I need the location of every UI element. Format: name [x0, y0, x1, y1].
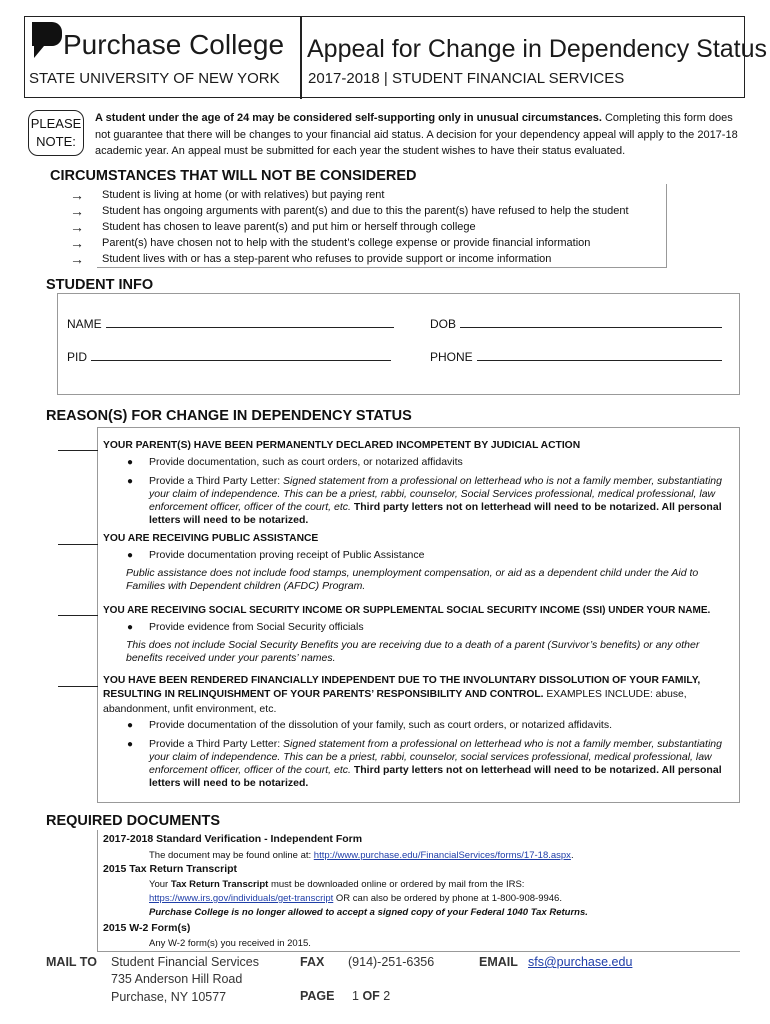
form-header: [24, 16, 768, 98]
purchase-logo-icon: [28, 20, 64, 63]
dob-label: DOB: [430, 317, 457, 331]
please-note-badge: [28, 110, 84, 156]
reason-4-bullet-2: [149, 738, 729, 790]
note-badge-line2: NOTE:: [36, 134, 76, 149]
note-badge-line1: PLEASE: [30, 116, 82, 131]
form-subtitle: 2017-2018 | STUDENT FINANCIAL SERVICES: [308, 70, 625, 87]
university-name: STATE UNIVERSITY OF NEW YORK: [29, 70, 280, 87]
circumstance-text: Student has chosen to leave parent(s) and put him or herself through college: [102, 221, 476, 233]
doc-1-end: .: [570, 850, 574, 861]
reason-4-heading-2-row: [103, 688, 733, 701]
doc-1-text-row: [149, 850, 574, 861]
doc-1-heading: 2017-2018 Standard Verification - Independent Form: [103, 833, 363, 845]
bullet-icon: ●: [127, 457, 134, 468]
address-line-1: Student Financial Services: [111, 955, 259, 969]
email-link[interactable]: sfs@purchase.edu: [528, 955, 633, 969]
name-line[interactable]: [106, 316, 394, 328]
doc-2-text-a: Your: [149, 879, 171, 890]
required-docs-heading: REQUIRED DOCUMENTS: [46, 813, 221, 829]
page-number: 1: [352, 989, 359, 1003]
page-of: OF: [362, 989, 380, 1003]
reason-2-note: Public assistance does not include food stamps, unemployment compensation, or aid as a dependent child under the Aid to Families with Dependent children (AFDC) Program.: [126, 567, 699, 592]
third-party-italic: Signed statement from a professional on letterhead who is not a family member, substantiating your claim of independence. This can be a priest, rabbi, counselor, social services professional, medical professional, law enforcement officer, officer of the court, etc.: [149, 738, 722, 776]
doc-2-text-b: Tax Return Transcript: [170, 879, 269, 890]
address-line-3: Purchase, NY 10577: [111, 990, 227, 1004]
reason-1-checkline[interactable]: [58, 450, 98, 451]
required-docs-box: [97, 830, 740, 952]
name-field[interactable]: [67, 316, 394, 331]
college-name: Purchase College: [63, 29, 285, 60]
reason-4-heading-2: RESULTING IN RELINQUISHMENT OF YOUR PARENTS’ RESPONSIBILITY AND CONTROL.: [103, 689, 544, 700]
note-bold-text: A student under the age of 24 may be considered self-supporting only in unusual circumstances.: [95, 112, 602, 124]
third-party-lead: Provide a Third Party Letter:: [149, 475, 284, 487]
reason-3-checkline[interactable]: [58, 615, 98, 616]
arrow-right-icon: →: [70, 187, 84, 203]
bullet-icon: ●: [127, 720, 134, 731]
student-info-box: [57, 293, 740, 395]
dob-field[interactable]: [430, 316, 722, 331]
doc-3-heading: 2015 W-2 Form(s): [103, 922, 191, 934]
arrow-right-icon: →: [70, 219, 84, 235]
student-info-heading: STUDENT INFO: [46, 277, 154, 293]
address-line-2: 735 Anderson Hill Road: [111, 972, 243, 986]
reason-2-checkline[interactable]: [58, 544, 98, 545]
page-indicator: [352, 989, 390, 1003]
reason-3-heading: YOU ARE RECEIVING SOCIAL SECURITY INCOME OR SUPPLEMENTAL SOCIAL SECURITY INCOME (SSI) UNDER YOUR NAME.: [103, 605, 711, 616]
reasons-heading: REASON(S) FOR CHANGE IN DEPENDENCY STATUS: [46, 408, 412, 424]
reason-2-heading: YOU ARE RECEIVING PUBLIC ASSISTANCE: [103, 533, 319, 544]
reason-4-heading-1: YOU HAVE BEEN RENDERED FINANCIALLY INDEPENDENT DUE TO THE INVOLUNTARY DISSOLUTION OF YOUR FAMILY,: [103, 675, 701, 686]
doc-2-text-2: OR can also be ordered by phone at 1-800-908-9946.: [333, 893, 562, 904]
reason-1-heading: YOUR PARENT(S) HAVE BEEN PERMANENTLY DECLARED INCOMPETENT BY JUDICIAL ACTION: [103, 440, 581, 451]
arrow-right-icon: →: [70, 251, 84, 267]
pid-field[interactable]: [67, 349, 391, 364]
phone-label: PHONE: [430, 350, 473, 364]
pid-line[interactable]: [91, 349, 391, 361]
third-party-bold: Third party letters not on letterhead will need to be notarized. All personal letters will need to be notarized.: [149, 501, 722, 526]
note-paragraph: [95, 110, 740, 160]
header-divider: [300, 17, 302, 99]
fax-number: (914)-251-6356: [348, 955, 435, 969]
circumstance-text: Student has ongoing arguments with parent(s) and due to this the parent(s) have refused to help the student: [102, 205, 629, 217]
doc-3-text: Any W-2 form(s) you received in 2015.: [149, 938, 311, 949]
pid-label: PID: [67, 350, 88, 364]
reason-4-bullet-1: Provide documentation of the dissolution of your family, such as court orders, or notarized affidavits.: [149, 719, 613, 731]
verification-form-link[interactable]: http://www.purchase.edu/FinancialServices/forms/17-18.aspx: [313, 850, 571, 861]
circumstances-heading: CIRCUMSTANCES THAT WILL NOT BE CONSIDERED: [50, 168, 417, 184]
third-party-lead: Provide a Third Party Letter:: [149, 738, 284, 750]
doc-1-text: The document may be found online at:: [149, 850, 314, 861]
reason-1-bullet-1: Provide documentation, such as court orders, or notarized affidavits: [149, 456, 463, 468]
reason-4-checkline[interactable]: [58, 686, 98, 687]
irs-transcript-link[interactable]: https://www.irs.gov/individuals/get-transcript: [149, 893, 334, 904]
dob-line[interactable]: [460, 316, 722, 328]
doc-2-text-3: Purchase College is no longer allowed to accept a signed copy of your Federal 1040 Tax Returns.: [149, 907, 588, 918]
email-label: EMAIL: [479, 955, 518, 969]
reason-3-note: This does not include Social Security Benefits you are receiving due to a death of a parent (Survivor’s benefits) or any other benefits received under your parents’ names.: [126, 639, 700, 664]
reason-4-examples-2: abandonment, unfit environment, etc.: [103, 703, 277, 715]
note-body-text: Completing this form does not guarantee that there will be changes to your financial aid status. A decision for your dependency appeal will apply to the 2017-18 academic year. An appeal must be submitted for each year the student wishes to have their status evaluated.: [95, 112, 738, 157]
arrow-right-icon: →: [70, 235, 84, 251]
third-party-italic: Signed statement from a professional on letterhead who is not a family member, substantiating your claim of independence. This can be a priest, rabbi, counselor, Social Services professional, medical professional, law enforcement officer, officer of the court, etc.: [149, 475, 722, 513]
bullet-icon: ●: [127, 739, 134, 750]
form-title: Appeal for Change in Dependency Status: [307, 35, 768, 63]
doc-2-text-c: must be downloaded online or ordered by mail from the IRS:: [268, 879, 525, 890]
doc-2-heading: 2015 Tax Return Transcript: [103, 863, 238, 875]
doc-2-text-row-1: [149, 879, 524, 890]
reason-3-bullet-1: Provide evidence from Social Security officials: [149, 621, 364, 633]
doc-2-text-row-2: [149, 893, 562, 904]
phone-field[interactable]: [430, 349, 722, 364]
reason-1-bullet-2: [149, 475, 729, 527]
circumstance-text: Parent(s) have chosen not to help with the student’s college expense or provide financial information: [102, 237, 591, 249]
reason-4-examples: EXAMPLES INCLUDE: abuse,: [543, 689, 687, 700]
mail-to-label: MAIL TO: [46, 955, 97, 969]
circumstance-text: Student lives with or has a step-parent who refuses to provide support or income information: [102, 253, 552, 265]
name-label: NAME: [67, 317, 102, 331]
page-label: PAGE: [300, 989, 335, 1003]
fax-label: FAX: [300, 955, 325, 969]
phone-line[interactable]: [477, 349, 722, 361]
bullet-icon: ●: [127, 550, 134, 561]
arrow-right-icon: →: [70, 203, 84, 219]
reason-2-bullet-1: Provide documentation proving receipt of Public Assistance: [149, 549, 425, 561]
page-total: 2: [383, 989, 391, 1003]
bullet-icon: ●: [127, 622, 134, 633]
bullet-icon: ●: [127, 476, 134, 487]
third-party-bold: Third party letters not on letterhead will need to be notarized. All personal letters will need to be notarized.: [149, 764, 722, 789]
circumstance-text: Student is living at home (or with relatives) but paying rent: [102, 189, 385, 201]
